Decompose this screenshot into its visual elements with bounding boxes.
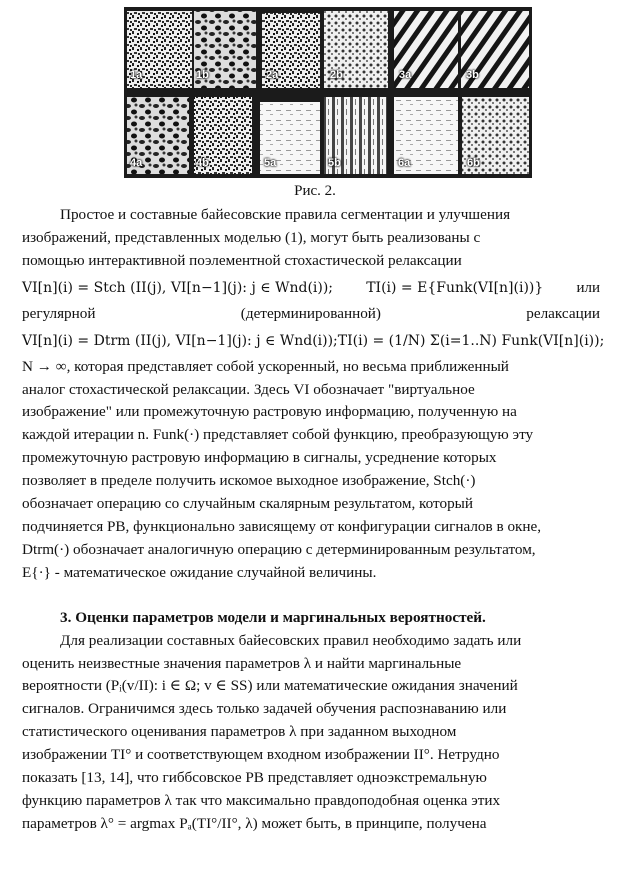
panel-label: 4b — [196, 157, 209, 169]
text-line: параметров λ° = argmax Pₐ(TI°/II°, λ) может быть, в принципе, получена — [22, 814, 487, 832]
panel-label: 2b — [330, 69, 343, 81]
text-word: релаксации — [526, 304, 600, 322]
text-line: изображении TI° и соответствующем входном изображении II°. Нетрудно — [22, 746, 500, 764]
formula-ti-expectation: TI(i) = E{Funk(VI[n](i))} — [366, 279, 544, 296]
text-line: подчиняется РВ, функционально зависящему от конфигурации сигналов в окне, — [22, 517, 542, 535]
body-text — [22, 204, 605, 836]
text-word: регулярной — [22, 304, 96, 322]
text-line: функцию параметров λ так что максимально правдоподобная оценка этих — [22, 791, 501, 809]
panel-label: 6a — [398, 157, 411, 169]
panel-label: 4a — [130, 157, 143, 169]
formula-deterministic — [22, 326, 605, 356]
text-line: аналог стохастической релаксации. Здесь VI обозначает "виртуальное — [22, 380, 475, 398]
panel-label: 6b — [467, 157, 480, 169]
section-heading: 3. Оценки параметров модели и маргинальных вероятностей. — [60, 608, 486, 626]
text-line: сигналов. Ограничимся здесь только задачей обучения распознаванию или — [22, 700, 507, 718]
formula-vi-dtrm: VI[n](i) = Dtrm (II(j), VI[n−1](j): j ∈ Wnd(i)); — [22, 332, 338, 349]
panel-label: 3a — [399, 69, 412, 81]
text-line: каждой итерации n. Funk(·) представляет собой функцию, преобразующую эту — [22, 426, 534, 444]
formula-ti-average: TI(i) = (1/N) Σ(i=1..N) Funk(VI[n](i)); — [337, 332, 605, 349]
text-line: статистического оценивания параметров λ при заданном выходном — [22, 723, 457, 741]
panel-label: 3b — [466, 69, 479, 81]
text-line: оценить неизвестные значения параметров λ и найти маргинальные — [22, 654, 462, 672]
figure-texture-samples — [124, 7, 532, 178]
text-line: изображение" или промежуточную растровую информацию, полученную на — [22, 403, 517, 421]
panel-label: 1b — [196, 69, 209, 81]
spacer — [22, 585, 600, 607]
text-line: промежуточную растровую информацию в сигналы, усреднение которых — [22, 449, 497, 467]
texture-panels — [124, 7, 532, 178]
text-line: позволяет в пределе получить искомое выходное изображение, Stch(·) — [22, 472, 476, 490]
figure-caption: Рис. 2. — [294, 183, 336, 199]
formula-stochastic — [22, 273, 600, 303]
text-word: (детерминированной) — [240, 304, 381, 322]
text-line: N → ∞, которая представляет собой ускоренный, но весьма приближенный — [22, 357, 509, 375]
text-line: вероятности (Pᵢ(v/II): i ∈ Ω; v ∈ SS) или математические ожидания значений — [22, 677, 518, 695]
text-line — [22, 303, 600, 326]
text-line: Dtrm(·) обозначает аналогичную операцию с детерминированным результатом, — [22, 540, 536, 558]
formula-vi-stch: VI[n](i) = Stch (II(j), VI[n−1](j): j ∈ Wnd(i)); — [22, 279, 334, 296]
text-line: изображений, представленных моделью (1), могут быть реализованы с — [22, 228, 481, 246]
panel-label: 5a — [264, 157, 277, 169]
text-word: или — [576, 279, 600, 296]
text-line: Простое и составные байесовские правила сегментации и улучшения — [60, 206, 511, 223]
panel-label: 2a — [266, 69, 279, 81]
panel-label: 5b — [328, 157, 341, 169]
text-line: показать [13, 14], что гиббсовское РВ представляет одноэкстремальную — [22, 769, 487, 787]
text-line: E{·} - математическое ожидание случайной величины. — [22, 563, 377, 581]
text-line: обозначает операцию со случайным скалярным результатом, который — [22, 495, 474, 513]
text-line: помощью интерактивной поэлементной стохастической релаксации — [22, 251, 462, 269]
text-line: Для реализации составных байесовских правил необходимо задать или — [60, 631, 522, 649]
panel-label: 1a — [130, 69, 143, 81]
